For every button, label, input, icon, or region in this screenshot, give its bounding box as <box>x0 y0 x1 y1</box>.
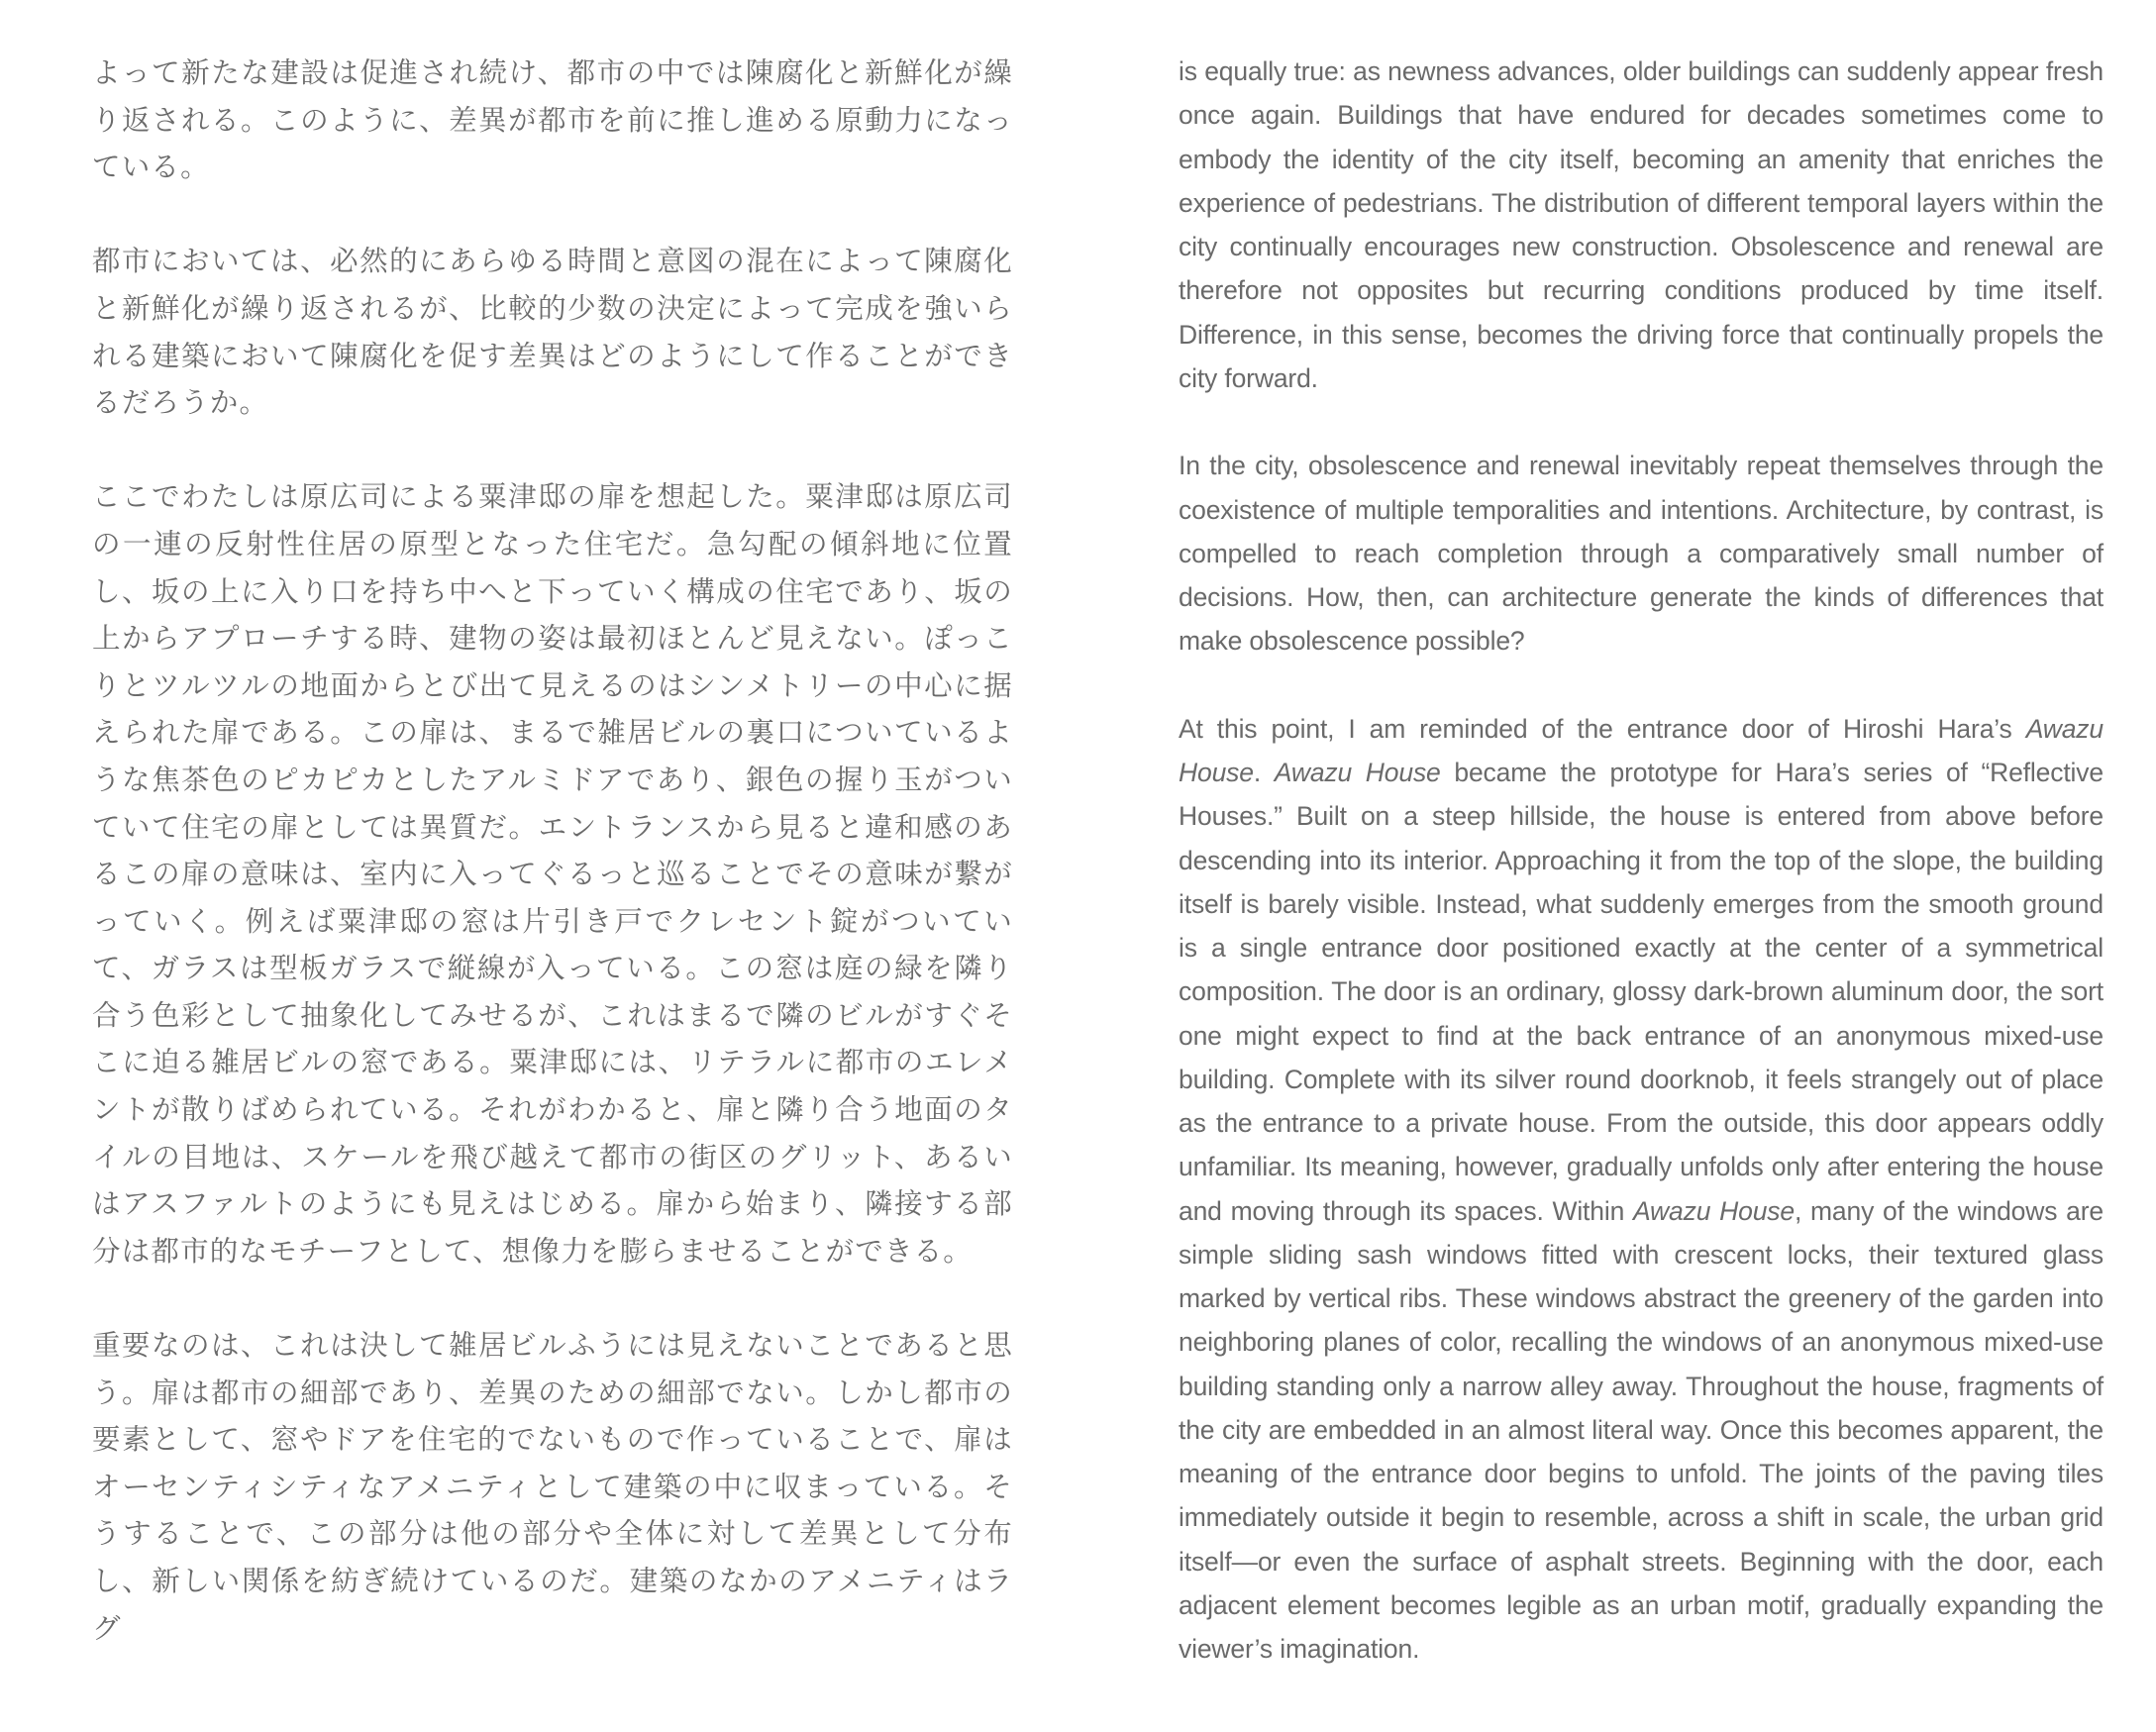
japanese-text-column <box>92 50 1013 1652</box>
paragraph-text-segment: became the prototype for Hara’s series of “Reflective Houses.” Built on a steep hillside, the house is entered from above before descending into its interior. Approaching it from the top of the slope, the building itself is barely visible. Instead, what suddenly emerges from the smooth ground is a single entrance door positioned exactly at the center of a symmetrical composition. The door is an ordinary, glossy dark-brown aluminum door, the sort one might expect to find at the back entrance of an anonymous mixed-use building. Complete with its silver round doorknob, it feels strangely out of place as the entrance to a private house. From the outside, this door appears oddly unfamiliar. Its meaning, however, gradually unfolds only after entering the house and moving through its spaces. Within <box>1179 758 2104 1226</box>
english-paragraph-1: is equally true: as newness advances, older buildings can suddenly appear fresh once again. Buildings that have endured for decades sometimes come to embody the identity of the city itself, becoming an amenity that enriches the experience of pedestrians. The distribution of different temporal layers within the city continually encourages new construction. Obsolescence and renewal are therefore not opposites but recurring conditions produced by time itself. Difference, in this sense, becomes the driving force that continually propels the city forward. <box>1179 56 2104 393</box>
book-title-awazu-house: Awazu House <box>1179 713 2104 787</box>
paragraph-text-segment: , many of the windows are simple sliding sash windows fitted with crescent locks, their textured glass marked by vertical ribs. These windows abstract the greenery of the garden into neighboring planes of color, recalling the windows of an anonymous mixed-use building standing only a narrow alley away. Throughout the house, fragments of the city are embedded in an almost literal way. Once this becomes apparent, the meaning of the entrance door begins to unfold. The joints of the paving tiles immediately outside it begin to resemble, across a shift in scale, the urban grid itself—or even the surface of asphalt streets. Beginning with the door, each adjacent element becomes legible as an urban motif, gradually expanding the viewer’s imagination. <box>1179 1195 2105 1664</box>
english-text-column <box>1179 50 2104 1671</box>
japanese-paragraph-2: 都市においては、必然的にあらゆる時間と意図の混在によって陳腐化と新鮮化が繰り返されるが、比較的少数の決定によって完成を強いられる建築において陳腐化を促す差異はどのようにして作ることができるだろうか。 <box>92 245 1013 420</box>
paragraph-text-segment: . <box>1253 758 1275 787</box>
japanese-paragraph-4: 重要なのは、これは決して雑居ビルふうには見えないことであると思う。扉は都市の細部であり、差異のための細部でない。しかし都市の要素として、窓やドアを住宅的でないもので作っていることで、扉はオーセンティシティなアメニティとして建築の中に収まっている。そうすることで、この部分は他の部分や全体に対して差異として分布し、新しい関係を紡ぎ続けているのだ。建築のなかのアメニティはラグ <box>92 1329 1013 1645</box>
book-title-awazu-house: Awazu House <box>1633 1195 1795 1226</box>
english-paragraph-2: In the city, obsolescence and renewal inevitably repeat themselves through the coexistence of multiple temporalities and intentions. Architecture, by contrast, is compelled to reach completion through a comparatively small number of decisions. How, then, can architecture generate the kinds of differences that make obsolescence possible? <box>1179 451 2104 657</box>
japanese-paragraph-3: ここでわたしは原広司による粟津邸の扉を想起した。粟津邸は原広司の一連の反射性住居の原型となった住宅だ。急勾配の傾斜地に位置し、坂の上に入り口を持ち中へと下っていく構成の住宅であり、坂の上からアプローチする時、建物の姿は最初ほとんど見えない。ぽっこりとツルツルの地面からとび出て見えるのはシンメトリーの中心に据えられた扉である。この扉は、まるで雑居ビルの裏口についているような焦茶色のピカピカとしたアルミドアであり、銀色の握り玉がついていて住宅の扉としては異質だ。エントランスから見ると違和感のあるこの扉の意味は、室内に入ってぐるっと巡ることでその意味が繋がっていく。例えば粟津邸の窓は片引き戸でクレセント錠がついていて、ガラスは型板ガラスで縦線が入っている。この窓は庭の緑を隣り合う色彩として抽象化してみせるが、これはまるで隣のビルがすぐそこに迫る雑居ビルの窓である。粟津邸には、リテラルに都市のエレメントが散りばめられている。それがわかると、扉と隣り合う地面のタイルの目地は、スケールを飛び越えて都市の街区のグリット、あるいはアスファルトのようにも見えはじめる。扉から始まり、隣接する部分は都市的なモチーフとして、想像力を膨らませることができる。 <box>92 480 1013 1268</box>
japanese-paragraph-1: よって新たな建設は促進され続け、都市の中では陳腐化と新鮮化が繰り返される。このように、差異が都市を前に推し進める原動力になっている。 <box>92 56 1013 184</box>
paragraph-text-segment: At this point, I am reminded of the entrance door of Hiroshi Hara’s <box>1179 713 2026 744</box>
english-paragraph-3 <box>1179 707 2104 1672</box>
book-title-awazu-house: Awazu House <box>1274 758 1441 787</box>
